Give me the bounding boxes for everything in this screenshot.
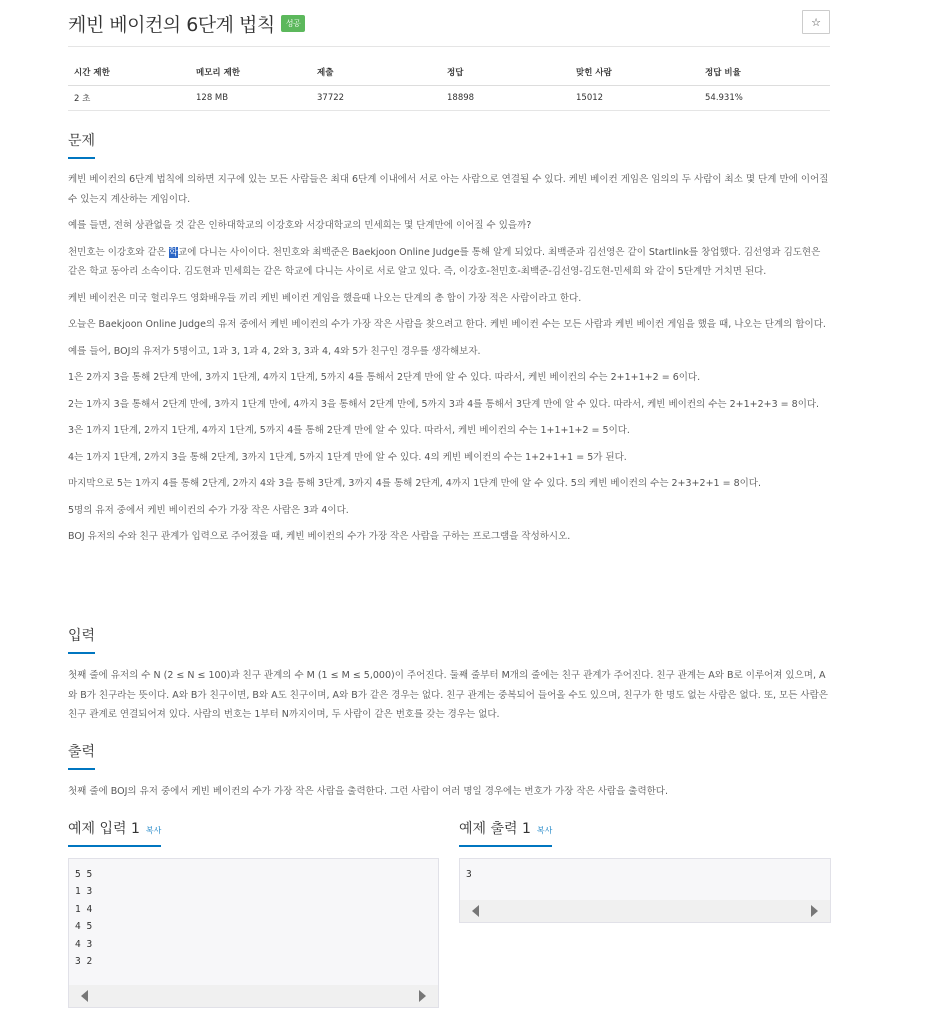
- header-accepted: 정답: [441, 60, 570, 86]
- sample-input-heading: [68, 818, 161, 847]
- problem-info-table: [68, 60, 830, 111]
- time-limit-value: 2 초: [68, 86, 190, 111]
- problem-heading: 문제: [68, 130, 95, 159]
- horizontal-scrollbar[interactable]: [460, 900, 830, 922]
- input-description: [68, 666, 830, 732]
- scroll-left-icon[interactable]: [81, 990, 88, 1002]
- header-solvers: 맞힌 사람: [570, 60, 699, 86]
- sample-output-title: 예제 출력 1: [459, 821, 531, 837]
- title-row: [68, 8, 830, 47]
- output-description: [68, 782, 830, 809]
- selected-text: 학: [168, 246, 179, 258]
- sample-input-title: 예제 입력 1: [68, 821, 140, 837]
- memory-limit-value: 128 MB: [190, 86, 311, 111]
- description-paragraph: 오늘은 Baekjoon Online Judge의 유저 중에서 케빈 베이컨의 수가 가장 작은 사람을 찾으려고 한다. 케빈 베이컨 수는 모든 사람과 케빈 베이컨 게임을 했을 때, 나오는 단계의 합이다.: [68, 319, 826, 330]
- input-paragraph: 첫째 줄에 유저의 수 N (2 ≤ N ≤ 100)과 친구 관계의 수 M (1 ≤ M ≤ 5,000)이 주어진다. 둘째 줄부터 M개의 줄에는 친구 관계가 주어진다. 친구 관계는 A와 B로 이루어져 있으며, A와 B가 친구라는 뜻이다. A와 B가 친구이면, B와 A도 친구이며, A와 B가 같은 경우는 없다. 친구 관계는 중복되어 들어올 수도 있으며, 친구가 한 명도 없는 사람은 없다. 또, 모든 사람은 친구 관계로 연결되어져 있다. 사람의 번호는 1부터 N까지이며, 두 사람이 같은 번호를 갖는 경우는 없다.: [68, 670, 828, 720]
- description-paragraph: [68, 243, 830, 282]
- sample-input-box[interactable]: [68, 858, 439, 1008]
- header-ratio: 정답 비율: [699, 60, 830, 86]
- output-paragraph: 첫째 줄에 BOJ의 유저 중에서 케빈 베이컨의 수가 가장 작은 사람을 출력한다. 그런 사람이 여러 명일 경우에는 번호가 가장 작은 사람을 출력한다.: [68, 786, 668, 797]
- description-paragraph: 5명의 유저 중에서 케빈 베이컨의 수가 가장 작은 사람은 3과 4이다.: [68, 504, 349, 516]
- sample-input-code: 5 5 1 3 1 4 4 5 4 3 3 2: [75, 869, 93, 968]
- description-paragraph: 4는 1까지 1단계, 2까지 3을 통해 2단계, 3까지 1단계, 5까지 1단계 만에 알 수 있다. 4의 케빈 베이컨의 수는 1+2+1+1 = 5가 된다.: [68, 451, 627, 463]
- header-memory-limit: 메모리 제한: [190, 60, 311, 86]
- scroll-left-icon[interactable]: [472, 905, 479, 917]
- description-paragraph: 케빈 베이컨은 미국 헐리우드 영화배우들 끼리 케빈 베이컨 게임을 했을때 나오는 단계의 총 합이 가장 적은 사람이라고 한다.: [68, 292, 582, 304]
- header-time-limit: 시간 제한: [68, 60, 190, 86]
- text-span: 교에 다니는 사이이다. 천민호와 최백준은 Baekjoon Online Judge를 통해 알게 되었다. 최백준과 김선영은 같이 Startlink를 창업했다. 김선영과 김도현은 같은 학교 동아리 소속이다. 김도현과 민세희는 같은 학교에 다니는 사이로 서로 알고 있다. 즉, 이강호-천민호-최백준-김선영-김도현-민세희 와 같이 5단계만 거치면 된다.: [68, 246, 821, 277]
- status-badge: 성공: [281, 15, 305, 32]
- description-paragraph: 예를 들어, BOJ의 유저가 5명이고, 1과 3, 1과 4, 2와 3, 3과 4, 4와 5가 친구인 경우를 생각해보자.: [68, 345, 481, 357]
- star-icon: ☆: [811, 15, 821, 29]
- ratio-value: 54.931%: [699, 86, 830, 111]
- scroll-right-icon[interactable]: [811, 905, 818, 917]
- problem-description: [68, 170, 830, 554]
- description-paragraph: 3은 1까지 1단계, 2까지 1단계, 4까지 1단계, 5까지 4를 통해 2단계 만에 알 수 있다. 따라서, 케빈 베이컨의 수는 1+1+1+2 = 5이다.: [68, 425, 630, 436]
- horizontal-scrollbar[interactable]: [69, 985, 438, 1007]
- table-row: [68, 86, 830, 111]
- star-button[interactable]: [802, 10, 830, 34]
- description-paragraph: 1은 2까지 3을 통해 2단계 만에, 3까지 1단계, 4까지 1단계, 5까지 4를 통해서 2단계 만에 알 수 있다. 따라서, 케빈 베이컨의 수는 2+1+1+2 = 6이다.: [68, 372, 701, 383]
- solvers-value: 15012: [570, 86, 699, 111]
- sample-output-heading: [459, 818, 552, 847]
- text-span: 천민호는 이강호와 같은: [68, 246, 169, 258]
- accepted-value: 18898: [441, 86, 570, 111]
- problem-title: 케빈 베이컨의 6단계 법칙: [68, 14, 275, 36]
- copy-input-link[interactable]: 복사: [145, 826, 162, 835]
- header-submissions: 제출: [311, 60, 441, 86]
- page-title: [68, 10, 305, 37]
- description-paragraph: 2는 1까지 3을 통해서 2단계 만에, 3까지 1단계 만에, 4까지 3을 통해서 2단계 만에, 5까지 3과 4를 통해서 3단계 만에 알 수 있다. 따라서, 케빈 베이컨의 수는 2+1+2+3 = 8이다.: [68, 398, 820, 410]
- description-paragraph: 예를 들면, 전혀 상관없을 것 같은 인하대학교의 이강호와 서강대학교의 민세희는 몇 단계만에 이어질 수 있을까?: [68, 220, 532, 231]
- sample-output-code: 3: [466, 869, 472, 880]
- submissions-value: 37722: [311, 86, 441, 111]
- input-heading: 입력: [68, 625, 95, 654]
- description-paragraph: 마지막으로 5는 1까지 4를 통해 2단계, 2까지 4와 3을 통해 3단계, 3까지 4를 통해 2단계, 4까지 1단계 만에 알 수 있다. 5의 케빈 베이컨의 수는 2+3+2+1 = 8이다.: [68, 478, 761, 489]
- description-paragraph: 케빈 베이컨의 6단계 법칙에 의하면 지구에 있는 모든 사람들은 최대 6단계 이내에서 서로 아는 사람으로 연결될 수 있다. 케빈 베이컨 게임은 임의의 두 사람이 최소 몇 단계 만에 이어질 수 있는지 계산하는 게임이다.: [68, 174, 829, 205]
- sample-output-box[interactable]: [459, 858, 831, 923]
- copy-output-link[interactable]: 복사: [536, 826, 553, 835]
- scroll-right-icon[interactable]: [419, 990, 426, 1002]
- description-paragraph: BOJ 유저의 수와 친구 관계가 입력으로 주어졌을 때, 케빈 베이컨의 수가 가장 작은 사람을 구하는 프로그램을 작성하시오.: [68, 531, 571, 542]
- table-header-row: [68, 60, 830, 86]
- output-heading: 출력: [68, 741, 95, 770]
